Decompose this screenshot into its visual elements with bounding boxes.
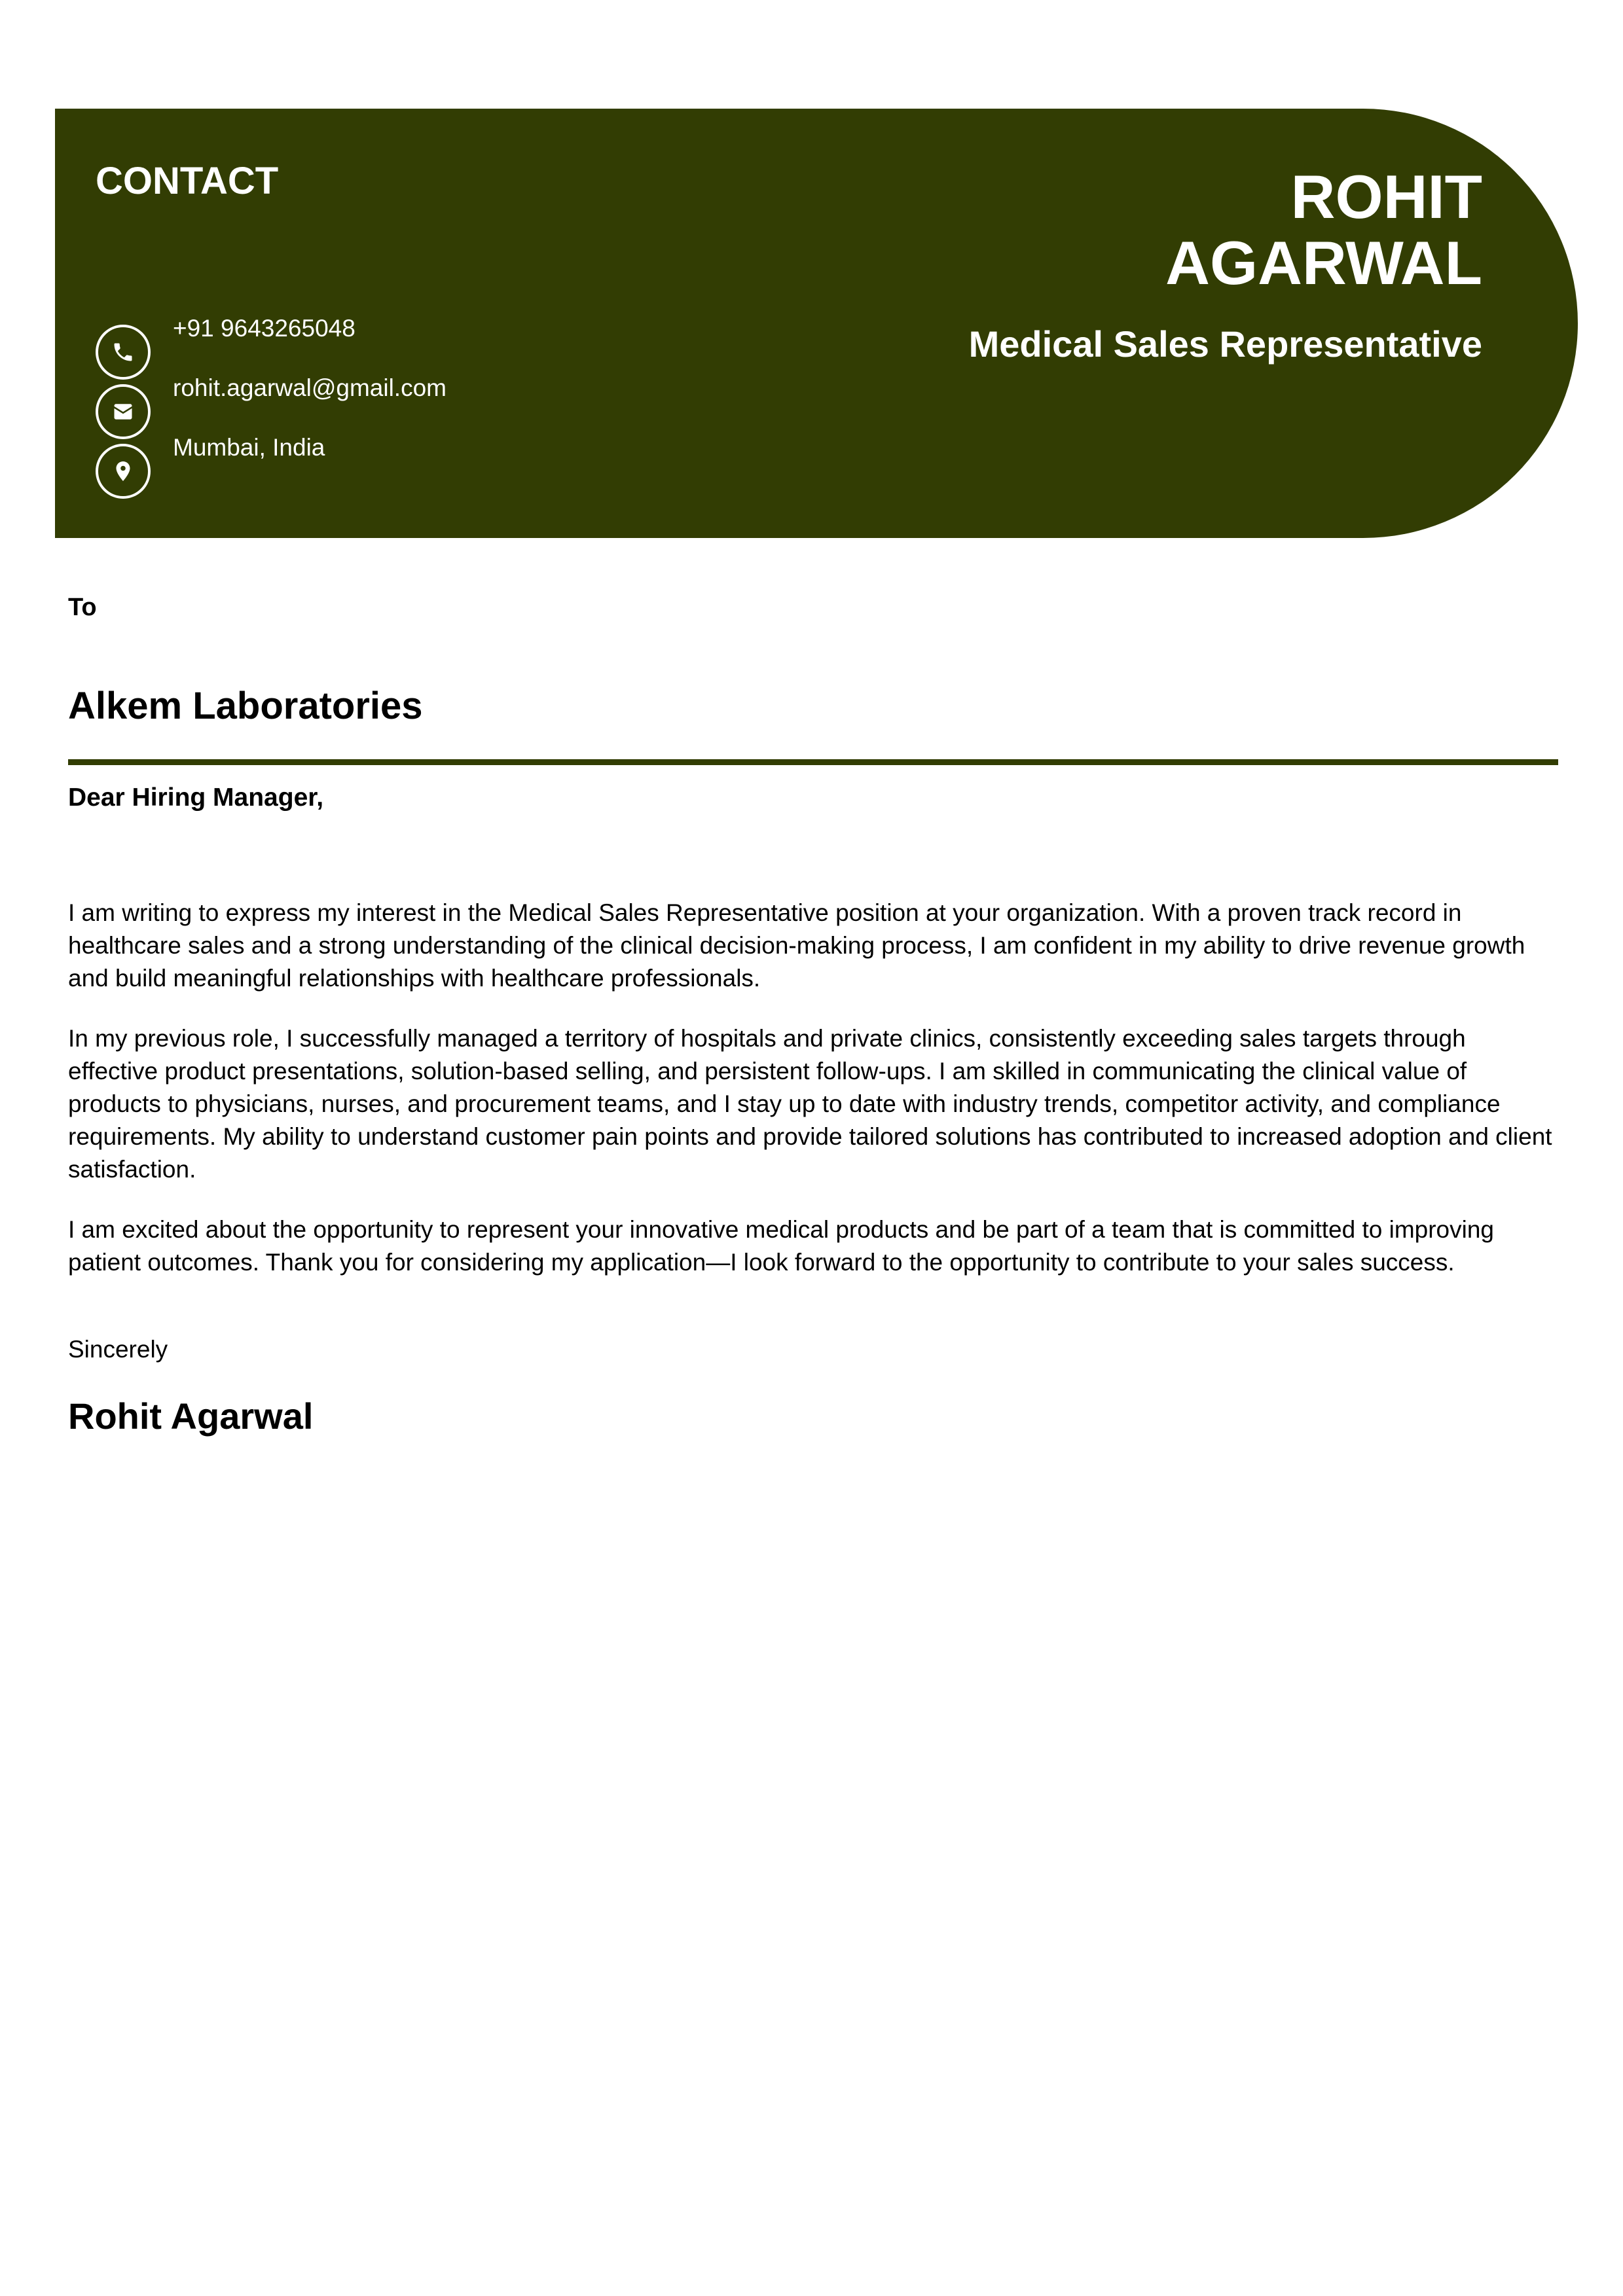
phone-text: +91 9643265048 [173,315,356,342]
signature-name: Rohit Agarwal [68,1395,314,1437]
body-paragraph: I am writing to express my interest in the Medical Sales Representative position at your organization. With a proven track record in healthcare sales and a strong understanding of the clinical decision-making process, I am confident in my ability to drive revenue growth and build meaningful relationships with healthcare professionals. [68,899,1525,992]
job-title: Medical Sales Representative [968,323,1482,365]
section-divider [68,759,1558,765]
phone-icon [96,325,151,380]
letter-body [68,897,1558,1306]
closing: Sincerely [68,1336,168,1363]
salutation: Dear Hiring Manager, [68,783,324,812]
candidate-name: ROHIT AGARWAL [1165,162,1482,297]
contact-heading: CONTACT [96,160,279,202]
recipient-label: To [68,594,97,621]
body-paragraph: I am excited about the opportunity to represent your innovative medical products and be part of a team that is committed to improving patient outcomes. Thank you for considering my application—I look forward to the opportunity to contribute to your sales success. [68,1216,1494,1276]
company-name: Alkem Laboratories [68,685,423,727]
header-banner [55,109,1578,538]
envelope-icon [96,384,151,439]
location-text: Mumbai, India [173,434,325,461]
body-paragraph: In my previous role, I successfully managed a territory of hospitals and private clinics, consistently exceeding sales targets through effective product presentations, solution-based selling, and persistent follow-ups. I am skilled in communicating the clinical value of products to physicians, nurses, and procurement teams, and I stay up to date with industry trends, competitor activity, and compliance requirements. My ability to understand customer pain points and provide tailored solutions has contributed to increased adoption and client satisfaction. [68,1025,1552,1183]
email-text: rohit.agarwal@gmail.com [173,374,447,401]
location-pin-icon [96,444,151,499]
